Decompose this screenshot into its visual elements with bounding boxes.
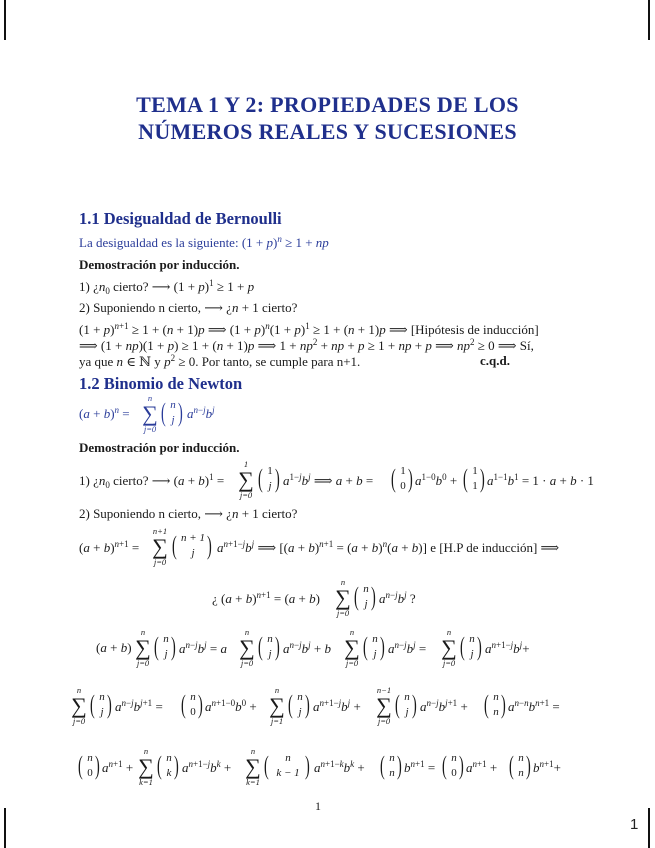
proof-heading-1: Demostración por inducción. [79,257,240,272]
binomial-coefficient: ( n j ) [160,398,183,427]
binomial-coefficient: ( n n ) [483,690,506,719]
expansion3-a: $a^{n+1}$ + [102,759,134,775]
viewer-page-indicator: 1 [630,816,639,833]
expansion3-c: $a^{n+1-k}b^k$ + [314,759,365,775]
expansion2-c: $a^{n+1-j}b^j$ + [313,698,361,714]
sum-symbol: n ∑ k=1 [245,746,261,787]
binomial-coefficient: ( 1 1 ) [462,464,485,493]
expansion3-e: $a^{n+1}$ + [466,759,498,775]
expansion2-e: $a^{n-n}b^{n+1}$ = [508,698,560,714]
binomial-coefficient: ( 1 0 ) [390,464,413,493]
expansion3-d: $b^{n+1}$ = [404,759,436,775]
sum-symbol: n ∑ j=0 [441,627,457,668]
sum-symbol: n ∑ j=0 [239,627,255,668]
bernoulli-intro-text: La desigualdad es la siguiente: [79,235,239,250]
binomial-coefficient: ( n k − 1 ) [263,751,310,780]
expansion2-d: $a^{n-j}b^{j+1}$ + [420,698,468,714]
newton-eq1-lhs: $(a + b)^{n+1}$ = [79,539,140,555]
newton-question-rhs: $a^{n-j}b^j$ ? [379,590,416,606]
expansion1-c: $a^{n-j}b^j + b$ [283,640,331,656]
bernoulli-derivation-line1: $(1 + p)^{n+1} \ge 1 + (n + 1)p$ ⟹ $(1 + p)^n(1 + p)^1 \ge 1 + (n + 1)p$ ⟹ [Hipótesis de inducción] [79,321,539,337]
sum-symbol: n ∑ j=0 [71,685,87,726]
sum-symbol: 1 ∑ j=0 [238,459,254,500]
bernoulli-derivation-line2: ⟹ (1 + np)(1 + p) ≥ 1 + (n + 1)p ⟹ $1 + np^2$ + np + p ≥ 1 + np + p ⟹ $np^2 \ge 0$ ⟹ Sí, [79,337,534,353]
binomial-coefficient: ( n k ) [156,751,179,780]
bernoulli-formula: $(1 + p)^n \ge 1$ + np [241,234,329,250]
binomial-coefficient: ( n j ) [89,690,112,719]
bernoulli-step2: 2) Suponiendo n cierto, ⟶ ¿n + 1 cierto? [79,300,298,315]
binomial-coefficient: ( 1 j ) [257,464,280,493]
binomial-coefficient: ( n j ) [287,690,310,719]
bernoulli-derivation-line3: ya que n ∈ ℕ y $p^2 \ge 0$. Por tanto, se cumple para n+1. [79,353,361,369]
expansion1-e: $a^{n+1-j}b^j+$ [485,640,530,656]
crop-mark-bottom-right [648,808,650,848]
newton-step1-term1: $a^{1-0}b^0$ + [415,472,458,488]
sum-symbol: n+1 ∑ j=0 [152,526,168,567]
expansion2-a: $a^{n-j}b^{j+1}$ = [115,698,163,714]
newton-step2: 2) Suponiendo n cierto, ⟶ ¿n + 1 cierto? [79,506,298,521]
expansion1-b: $a^{n-j}b^j = a$ [179,640,227,656]
crop-mark-top-left [4,0,6,40]
expansion2-b: $a^{n+1-0}b^0$ + [205,698,257,714]
binomial-coefficient: ( n 0 ) [77,751,100,780]
binomial-coefficient: ( n j ) [394,690,417,719]
binomial-coefficient: ( n j ) [459,632,482,661]
binomial-coefficient: ( n 0 ) [180,690,203,719]
binomial-coefficient: ( n j ) [153,632,176,661]
binomial-coefficient: ( n + 1 j ) [171,531,212,560]
page-number: 1 [315,799,321,813]
binomial-coefficient: ( n j ) [362,632,385,661]
expansion1-a: (a + b) [96,640,132,655]
qed-mark: c.q.d. [480,353,510,368]
expansion3-b: $a^{n+1-j}b^k$ + [182,759,232,775]
sum-symbol: n ∑ k=1 [138,746,154,787]
binomial-coefficient: ( n j ) [353,582,376,611]
sum-symbol: n ∑ j=0 [135,627,151,668]
section-heading-bernoulli: 1.1 Desigualdad de Bernoulli [79,209,282,228]
bernoulli-step1: 1) ¿$n_0$ cierto? ⟶ $(1 + p)^1 \ge 1 + p$ [79,278,255,296]
expansion3-f: $b^{n+1}+$ [533,759,561,775]
crop-mark-top-right [648,0,650,40]
sum-symbol: n−1 ∑ j=0 [376,685,392,726]
newton-step1-lhs: 1) ¿$n_0$ cierto? ⟶ $(a + b)^1$ = [79,472,225,490]
newton-eq1-rhs: $a^{n+1-j}b^j$ ⟹ $[(a + b)^{n+1} = (a + b)^n(a + b)]$ e [H.P de inducción] ⟹ [217,539,560,555]
sum-symbol: n ∑ j=0 [335,577,351,618]
binomial-coefficient: ( n j ) [257,632,280,661]
sum-symbol: n ∑ j=1 [269,685,285,726]
binomial-coefficient: ( n 0 ) [441,751,464,780]
section-heading-newton: 1.2 Binomio de Newton [79,374,243,393]
binomial-coefficient: ( n n ) [508,751,531,780]
binomial-coefficient: ( n n ) [379,751,402,780]
document-title-line1: TEMA 1 Y 2: PROPIEDADES DE LOS [136,92,519,117]
newton-step1-mid: $a^{1-j}b^j$ ⟹ a + b = [283,472,374,488]
sum-symbol: n ∑ j=0 [344,627,360,668]
newton-question-lhs: ¿ $(a + b)^{n+1} = (a + b)$ [212,590,320,606]
newton-step1-term2: $a^{1-1}b^1 = 1 \cdot a + b \cdot 1$ [487,472,594,488]
binomial-formula-lhs: $(a + b)^n$ = [79,405,130,421]
document-title-line2: NÚMEROS REALES Y SUCESIONES [138,119,517,144]
sum-symbol: n ∑ j=0 [142,393,158,434]
crop-mark-bottom-left [4,808,6,848]
expansion1-d: $a^{n-j}b^j$ = [388,640,427,656]
bernoulli-intro [79,234,329,251]
proof-heading-2: Demostración por inducción. [79,440,240,455]
binomial-formula-rhs: $a^{n-j}b^j$ [187,405,215,421]
